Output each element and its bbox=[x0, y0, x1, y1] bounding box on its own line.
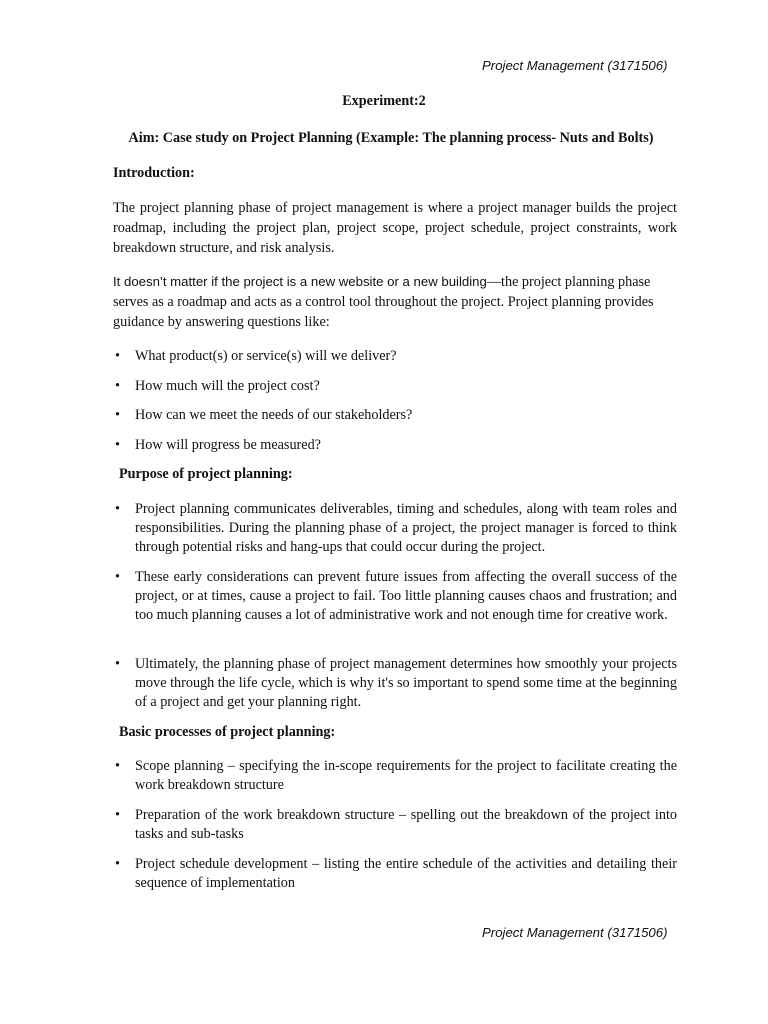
experiment-title: Experiment:2 bbox=[342, 93, 426, 109]
page-footer: Project Management (3171506) bbox=[482, 925, 668, 940]
question-text: What product(s) or service(s) will we deliver? bbox=[135, 348, 397, 364]
list-item bbox=[113, 500, 677, 557]
bullet-icon: • bbox=[115, 656, 120, 672]
list-item bbox=[113, 806, 677, 844]
bullet-icon: • bbox=[115, 569, 120, 585]
introduction-heading: Introduction: bbox=[113, 165, 195, 181]
list-item bbox=[113, 757, 677, 795]
bullet-icon: • bbox=[115, 348, 120, 364]
purpose-heading: Purpose of project planning: bbox=[119, 466, 293, 482]
list-item bbox=[113, 655, 677, 712]
paragraph-2-rest: —the project planning phase serves as a roadmap and acts as a control tool throughout the project. Project planning provides guidance by answering questions like: bbox=[113, 274, 654, 330]
list-item bbox=[113, 406, 677, 425]
process-text: Preparation of the work breakdown structure – spelling out the breakdown of the project into tasks and sub-tasks bbox=[135, 807, 677, 842]
page-header: Project Management (3171506) bbox=[482, 58, 668, 73]
list-item bbox=[113, 436, 677, 455]
process-text: Scope planning – specifying the in-scope requirements for the project to facilitate creating the work breakdown structure bbox=[135, 758, 677, 793]
list-item bbox=[113, 855, 677, 893]
purpose-text: Project planning communicates deliverables, timing and schedules, along with team roles and responsibilities. During the planning phase of a project, the project manager is forced to think through potential risks and hang-ups that could occur during the project. bbox=[135, 501, 677, 555]
question-text: How will progress be measured? bbox=[135, 437, 321, 453]
purpose-text: These early considerations can prevent future issues from affecting the overall success of the project, or at times, cause a project to fail. Too little planning causes chaos and frustration; and too much planning causes a lot of administrative work and not enough time for creative work. bbox=[135, 569, 677, 623]
purpose-text: Ultimately, the planning phase of project management determines how smoothly your projects move through the life cycle, which is why it's so important to spend some time at the beginning of a project and get your planning right. bbox=[135, 656, 677, 710]
bullet-icon: • bbox=[115, 758, 120, 774]
question-text: How much will the project cost? bbox=[135, 378, 320, 394]
paragraph-2-lead: It doesn’t matter if the project is a new website or a new building bbox=[113, 274, 487, 289]
bullet-icon: • bbox=[115, 407, 120, 423]
bullet-icon: • bbox=[115, 856, 120, 872]
basic-processes-heading: Basic processes of project planning: bbox=[119, 724, 336, 740]
list-item bbox=[113, 377, 677, 396]
introduction-paragraph-2 bbox=[113, 272, 677, 332]
aim-statement: Aim: Case study on Project Planning (Example: The planning process- Nuts and Bolts) bbox=[128, 130, 654, 146]
bullet-icon: • bbox=[115, 501, 120, 517]
process-text: Project schedule development – listing the entire schedule of the activities and detailing their sequence of implementation bbox=[135, 856, 677, 891]
question-text: How can we meet the needs of our stakeholders? bbox=[135, 407, 413, 423]
bullet-icon: • bbox=[115, 378, 120, 394]
list-item bbox=[113, 347, 677, 366]
bullet-icon: • bbox=[115, 437, 120, 453]
bullet-icon: • bbox=[115, 807, 120, 823]
introduction-paragraph-1: The project planning phase of project management is where a project manager builds the project roadmap, including the project plan, project scope, project schedule, project constraints, work breakdown structure, and risk analysis. bbox=[113, 200, 677, 256]
list-item bbox=[113, 568, 677, 625]
